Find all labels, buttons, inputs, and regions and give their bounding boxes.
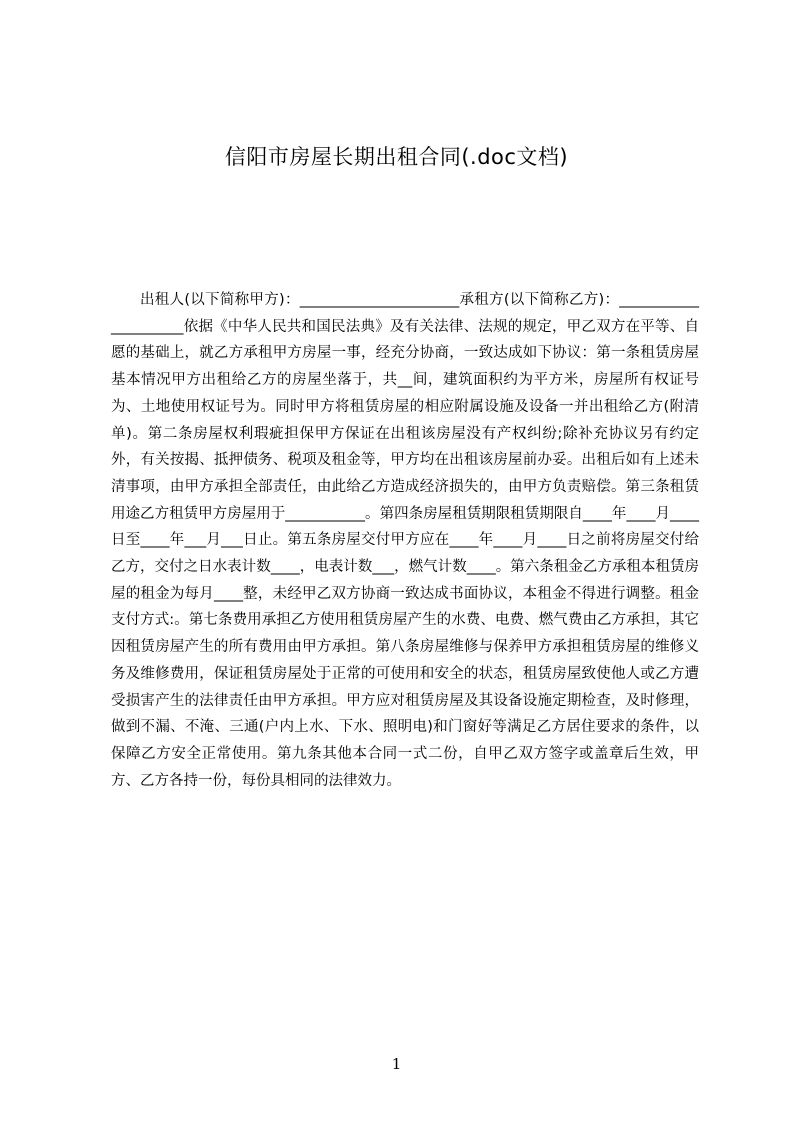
contract-body-paragraph: 出租人(以下简称甲方)：______________________承租方(以下简称乙方)：_____________________依据《中华人民共和国民法典》及有关法律、法规的规定，甲乙双方在平等、自愿的基础上，就乙方承租甲方房屋一事，经充分协商，一致达成如下协议：第一条租赁房屋基本情况甲方出租给乙方的房屋坐落于，共__间，建筑面积约为平方米，房屋所有权证号为、土地使用权证号为。同时甲方将租赁房屋的相应附属设施及设备一并出租给乙方(附清单)。第二条房屋权利瑕疵担保甲方保证在出租该房屋没有产权纠纷;除补充协议另有约定外，有关按揭、抵押债务、税项及租金等，甲方均在出租该房屋前办妥。出租后如有上述未清事项，由甲方承担全部责任，由此给乙方造成经济损失的，由甲方负责赔偿。第三条租赁用途乙方租赁甲方房屋用于___________。第四条房屋租赁期限租赁期限自____年____月____日至____年___月___日止。第五条房屋交付甲方应在____年____月____日之前将房屋交付给乙方，交付之日水表计数____，电表计数___，燃气计数____。第六条租金乙方承租本租赁房屋的租金为每月____整，未经甲乙双方协商一致达成书面协议，本租金不得进行调整。租金支付方式:。第七条费用承担乙方使用租赁房屋产生的水费、电费、燃气费由乙方承担，其它因租赁房屋产生的所有费用由甲方承担。第八条房屋维修与保养甲方承担租赁房屋的维修义务及维修费用，保证租赁房屋处于正常的可使用和安全的状态，租赁房屋致使他人或乙方遭受损害产生的法律责任由甲方承担。甲方应对租赁房屋及其设备设施定期检查，及时修理，做到不漏、不淹、三通(户内上水、下水、照明电)和门窗好等满足乙方居住要求的条件，以保障乙方安全正常使用。第九条其他本合同一式二份，自甲乙双方签字或盖章后生效，甲方、乙方各持一份，每份具相同的法律效力。 bbox=[111, 292, 699, 789]
page-number: 1 bbox=[391, 1055, 402, 1073]
document-title: 信阳市房屋长期出租合同(.doc文档) bbox=[224, 145, 569, 169]
